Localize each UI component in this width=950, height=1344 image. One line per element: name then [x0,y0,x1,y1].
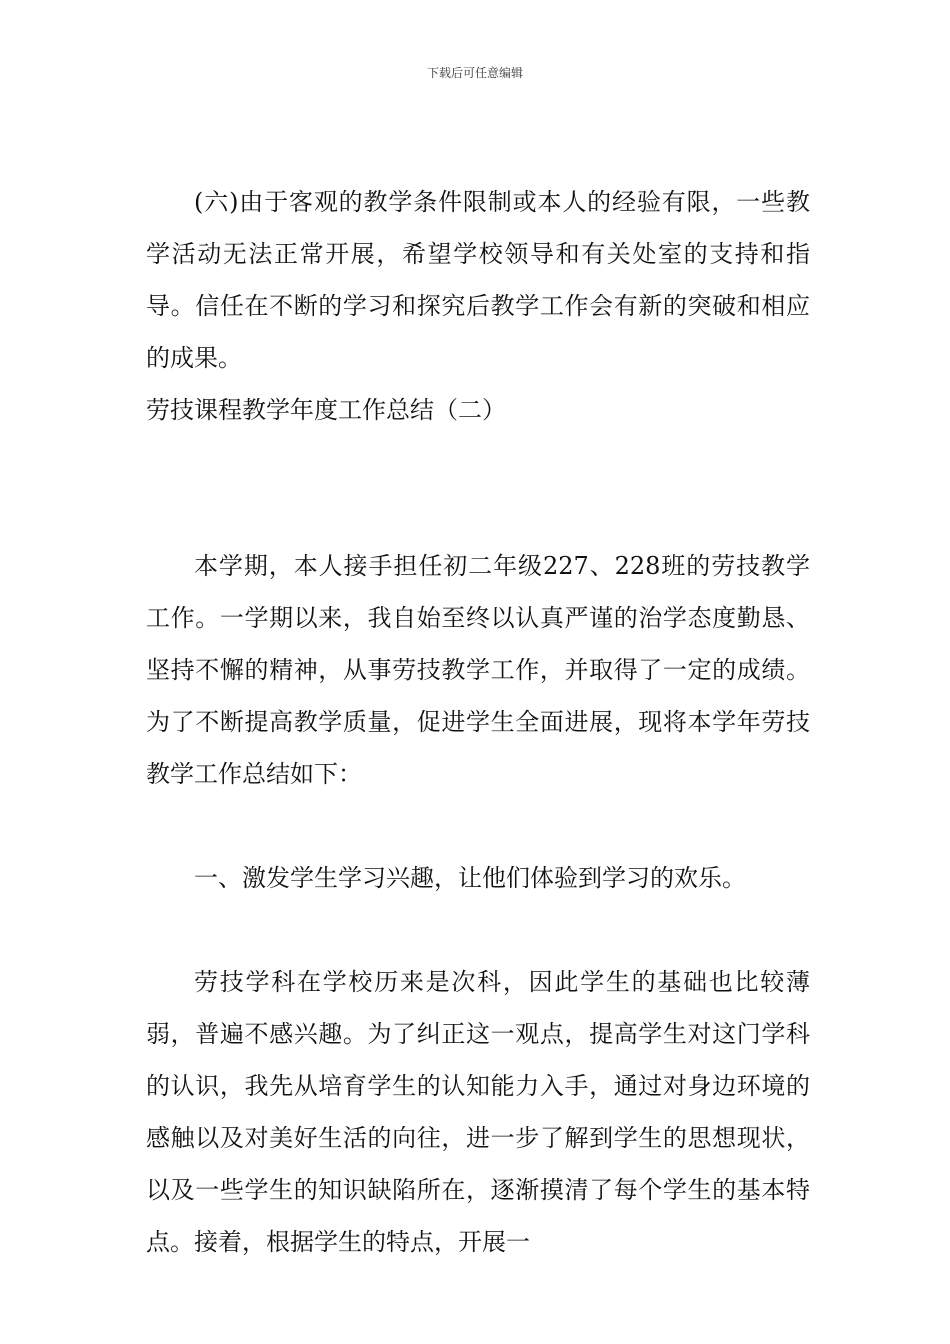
document-title: 劳技课程教学年度工作总结（二） [146,396,506,424]
document-body [146,176,810,1268]
section-one-heading: 一、激发学生学习兴趣，让他们体验到学习的欢乐。 [194,864,746,892]
section-one-body: 劳技学科在学校历来是次科，因此学生的基础也比较薄弱，普遍不感兴趣。为了纠正这一观点，提高学生对这门学科的认识，我先从培育学生的认知能力入手，通过对身边环境的感触以及对美好生活的向往，进一步了解到学生的思想现状，以及一些学生的知识缺陷所在，逐渐摸清了每个学生的基本特点。接着，根据学生的特点，开展一 [146,968,810,1256]
spacer [146,436,810,540]
intro-paragraph: 本学期，本人接手担任初二年级227、228班的劳技教学工作。一学期以来，我自始至终以认真严谨的治学态度勤恳、坚持不懈的精神，从事劳技教学工作，并取得了一定的成绩。为了不断提高教学质量，促进学生全面进展，现将本学年劳技教学工作总结如下： [146,552,810,788]
spacer [146,800,810,852]
spacer [146,904,810,956]
paragraph-six: (六)由于客观的教学条件限制或本人的经验有限，一些教学活动无法正常开展，希望学校领导和有关处室的支持和指导。信任在不断的学习和探究后教学工作会有新的突破和相应的成果。 [146,188,810,372]
page-header: 下载后可任意编辑 [426,66,523,80]
